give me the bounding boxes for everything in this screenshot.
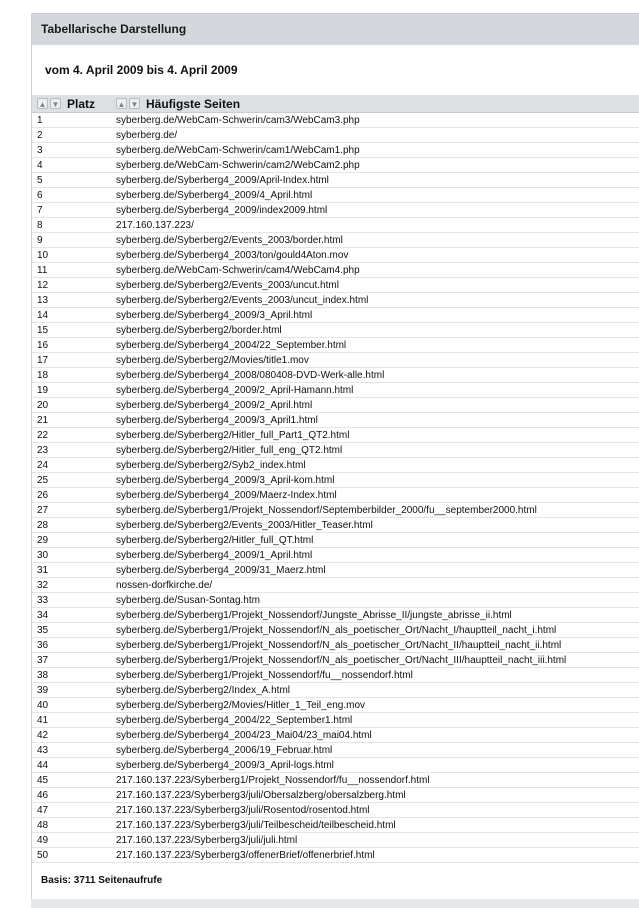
row-rank: 38 [37,669,49,681]
left-margin [0,0,31,908]
row-rank: 19 [37,384,49,396]
table-row [32,578,639,593]
stats-panel [31,13,639,906]
row-page: syberberg.de/Syberberg1/Projekt_Nossendorf/N_als_poetischer_Ort/Nacht_I/hauptteil_nacht_i.html [116,624,557,636]
row-rank: 3 [37,144,43,156]
row-rank: 42 [37,729,49,741]
row-page: syberberg.de/Syberberg1/Projekt_Nossendorf/Jungste_Abrisse_II/jungste_abrisse_ii.html [116,609,512,621]
table-row [32,383,639,398]
sort-descending-icon[interactable]: ▼ [130,100,139,109]
table-row [32,803,639,818]
table-row [32,173,639,188]
row-page: syberberg.de/Syberberg2/Events_2003/uncut_index.html [116,294,369,306]
table-row [32,548,639,563]
row-page: syberberg.de/Syberberg4_2003/ton/gould4Aton.mov [116,249,349,261]
row-rank: 22 [37,429,49,441]
row-rank: 17 [37,354,49,366]
row-rank: 11 [37,264,48,276]
row-page: syberberg.de/Syberberg1/Projekt_Nossendorf/N_als_poetischer_Ort/Nacht_III/hauptteil_nacht_iii.html [116,654,567,666]
row-page: syberberg.de/Syberberg2/Hitler_full_QT.html [116,534,314,546]
row-page: syberberg.de/Syberberg2/Hitler_full_Part1_QT2.html [116,429,350,441]
row-page: syberberg.de/Syberberg4_2009/April-Index.html [116,174,329,186]
row-rank: 24 [37,459,49,471]
row-page: syberberg.de/Syberberg4_2009/3_April-logs.html [116,759,334,771]
row-page: 217.160.137.223/Syberberg3/offenerBrief/offenerbrief.html [116,849,375,861]
table-row [32,428,639,443]
row-rank: 9 [37,234,43,246]
row-page: syberberg.de/Syberberg4_2009/31_Maerz.html [116,564,326,576]
row-page: syberberg.de/Syberberg2/Events_2003/uncut.html [116,279,339,291]
row-page: syberberg.de/Syberberg2/Index_A.html [116,684,290,696]
rank-sort-controls [37,98,61,109]
row-rank: 29 [37,534,49,546]
row-rank: 10 [37,249,49,261]
row-rank: 12 [37,279,49,291]
row-rank: 15 [37,324,49,336]
row-rank: 13 [37,294,49,306]
sort-ascending-icon[interactable]: ▲ [117,100,126,109]
table-row [32,158,639,173]
row-page: syberberg.de/Syberberg1/Projekt_Nossendorf/N_als_poetischer_Ort/Nacht_II/hauptteil_nacht_ii.html [116,639,562,651]
table-row [32,758,639,773]
row-page: syberberg.de/Syberberg1/Projekt_Nossendorf/fu__nossendorf.html [116,669,413,681]
spacer [32,79,639,95]
row-rank: 34 [37,609,49,621]
table-row [32,668,639,683]
row-rank: 2 [37,129,43,141]
table-row [32,698,639,713]
page-header-label: Häufigste Seiten [146,96,241,111]
table-row [32,713,639,728]
row-page: syberberg.de/Susan-Sontag.htm [116,594,260,606]
row-page: syberberg.de/Syberberg4_2009/1_April.html [116,549,313,561]
table-row [32,593,639,608]
table-row [32,278,639,293]
table-row [32,323,639,338]
row-page: syberberg.de/WebCam-Schwerin/cam1/WebCam1.php [116,144,360,156]
table-row [32,473,639,488]
row-rank: 46 [37,789,49,801]
table-row [32,608,639,623]
table-row [32,233,639,248]
table-row [32,308,639,323]
row-page: syberberg.de/Syberberg2/Events_2003/Hitler_Teaser.html [116,519,373,531]
table-row [32,818,639,833]
table-row [32,488,639,503]
bottom-scroll-area [31,899,639,908]
row-page: syberberg.de/Syberberg4_2004/22_September1.html [116,714,353,726]
table-row [32,458,639,473]
row-rank: 4 [37,159,43,171]
row-page: syberberg.de/Syberberg2/Movies/Hitler_1_Teil_eng.mov [116,699,366,711]
table-row [32,743,639,758]
table-row [32,728,639,743]
row-rank: 44 [37,759,49,771]
row-page: syberberg.de/Syberberg4_2009/3_April.html [116,309,313,321]
table-row [32,623,639,638]
row-page: syberberg.de/Syberberg2/Events_2003/border.html [116,234,343,246]
table-header [32,95,639,113]
table-row [32,518,639,533]
row-page: syberberg.de/Syberberg2/Syb2_index.html [116,459,306,471]
table-row [32,683,639,698]
row-page: syberberg.de/ [116,129,178,141]
rank-header-label: Platz [67,96,96,111]
row-page: 217.160.137.223/Syberberg3/juli/juli.html [116,834,298,846]
row-rank: 28 [37,519,49,531]
table-row [32,413,639,428]
row-rank: 23 [37,444,49,456]
row-page: syberberg.de/WebCam-Schwerin/cam4/WebCam4.php [116,264,360,276]
row-page: 217.160.137.223/Syberberg3/juli/Rosentod/rosentod.html [116,804,370,816]
row-rank: 31 [37,564,49,576]
table-row [32,398,639,413]
row-rank: 49 [37,834,49,846]
row-rank: 21 [37,414,49,426]
sort-ascending-icon[interactable]: ▲ [38,100,47,109]
table-row [32,788,639,803]
table-row [32,338,639,353]
row-rank: 41 [37,714,49,726]
row-rank: 20 [37,399,49,411]
row-page: 217.160.137.223/ [116,219,194,231]
row-rank: 32 [37,579,49,591]
row-rank: 35 [37,624,49,636]
row-page: 217.160.137.223/Syberberg1/Projekt_Nossendorf/fu__nossendorf.html [116,774,430,786]
table-row [32,353,639,368]
row-rank: 27 [37,504,49,516]
row-rank: 14 [37,309,49,321]
row-rank: 39 [37,684,49,696]
row-page: syberberg.de/Syberberg4_2009/index2009.html [116,204,328,216]
row-rank: 26 [37,489,49,501]
row-page: syberberg.de/WebCam-Schwerin/cam2/WebCam2.php [116,159,360,171]
table-row [32,833,639,848]
page-column-header [116,97,240,111]
table-row [32,773,639,788]
table-body [32,113,639,863]
row-page: 217.160.137.223/Syberberg3/juli/Teilbescheid/teilbescheid.html [116,819,396,831]
table-row [32,143,639,158]
row-rank: 47 [37,804,49,816]
sort-descending-icon[interactable]: ▼ [51,100,60,109]
row-rank: 8 [37,219,43,231]
row-page: syberberg.de/Syberberg4_2008/080408-DVD-Werk-alle.html [116,369,385,381]
row-rank: 25 [37,474,49,486]
row-page: 217.160.137.223/Syberberg3/juli/Obersalzberg/obersalzberg.html [116,789,406,801]
row-page: syberberg.de/Syberberg4_2009/3_April-kom.html [116,474,335,486]
row-page: syberberg.de/Syberberg4_2004/23_Mai04/23_mai04.html [116,729,372,741]
table-row [32,848,639,863]
row-page: syberberg.de/Syberberg2/border.html [116,324,282,336]
table-row [32,368,639,383]
row-page: syberberg.de/Syberberg4_2006/19_Februar.html [116,744,333,756]
table-row [32,203,639,218]
row-page: syberberg.de/Syberberg2/Hitler_full_eng_QT2.html [116,444,343,456]
table-row [32,113,639,128]
table-row [32,218,639,233]
table-row [32,653,639,668]
panel-title: Tabellarische Darstellung [32,13,639,45]
row-rank: 50 [37,849,49,861]
row-rank: 5 [37,174,43,186]
table-row [32,443,639,458]
row-rank: 33 [37,594,49,606]
table-row [32,128,639,143]
row-rank: 1 [37,114,43,126]
row-rank: 6 [37,189,43,201]
row-page: syberberg.de/Syberberg1/Projekt_Nossendorf/Septemberbilder_2000/fu__september2000.html [116,504,537,516]
row-rank: 18 [37,369,49,381]
table-row [32,533,639,548]
row-rank: 16 [37,339,49,351]
row-page: syberberg.de/Syberberg2/Movies/title1.mov [116,354,309,366]
row-page: syberberg.de/Syberberg4_2004/22_September.html [116,339,347,351]
table-row [32,188,639,203]
row-rank: 37 [37,654,49,666]
row-page: nossen-dorfkirche.de/ [116,579,213,591]
row-page: syberberg.de/Syberberg4_2009/3_April1.html [116,414,318,426]
table-row [32,248,639,263]
row-page: syberberg.de/Syberberg4_2009/2_April-Hamann.html [116,384,354,396]
basis-summary: Basis: 3711 Seitenaufrufe [41,875,163,886]
row-page: syberberg.de/Syberberg4_2009/Maerz-Index.html [116,489,337,501]
row-rank: 43 [37,744,49,756]
table-row [32,503,639,518]
row-page: syberberg.de/Syberberg4_2009/2_April.html [116,399,313,411]
row-rank: 45 [37,774,49,786]
page-sort-controls [116,98,140,109]
row-rank: 40 [37,699,49,711]
table-row [32,638,639,653]
row-page: syberberg.de/Syberberg4_2009/4_April.html [116,189,313,201]
row-rank: 30 [37,549,49,561]
row-rank: 48 [37,819,49,831]
date-range: vom 4. April 2009 bis 4. April 2009 [45,63,238,77]
table-row [32,263,639,278]
table-row [32,293,639,308]
row-page: syberberg.de/WebCam-Schwerin/cam3/WebCam3.php [116,114,360,126]
rank-column-header [32,97,116,111]
row-rank: 7 [37,204,43,216]
table-row [32,563,639,578]
row-rank: 36 [37,639,49,651]
